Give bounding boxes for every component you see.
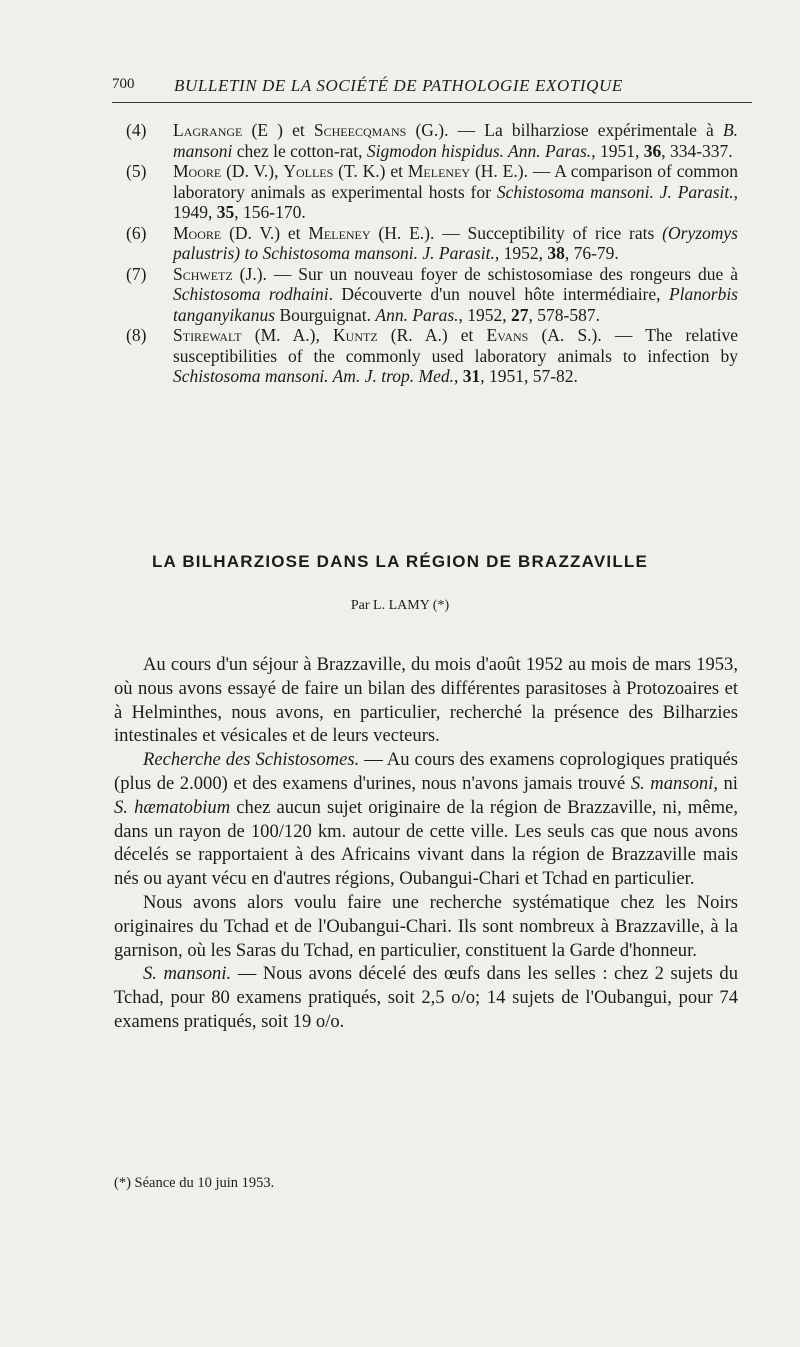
text-run: (R. A.) et: [377, 325, 487, 345]
text-run: — Nous avons décelé des œufs dans les selles : chez 2 sujets du Tchad, pour 80 examens pratiqués, soit 2,5 o/o; 14 sujets de l'Oubangui, pour 74 examens pratiqués, soit 19 o/o.: [114, 963, 739, 1032]
text-run: Kuntz: [333, 325, 378, 345]
reference-item: [126, 223, 738, 264]
reference-list: [126, 120, 738, 387]
reference-item: [126, 264, 738, 326]
text-run: , 578-587.: [528, 304, 600, 325]
text-run: , 334-337.: [661, 140, 733, 161]
text-run: Bourguignat.: [275, 304, 376, 325]
running-title: BULLETIN DE LA SOCIÉTÉ DE PATHOLOGIE EXOTIQUE: [174, 76, 623, 95]
text-run: , 76-79.: [564, 243, 619, 263]
text-run: 31: [462, 366, 481, 386]
text-run: (H. E.). — A comparison of common laboratory animals as experimental hosts for: [173, 161, 738, 202]
text-run: (G.). — La bilharziose expérimentale à: [406, 120, 723, 140]
text-run: 35: [216, 202, 235, 222]
page-number: 700: [112, 76, 135, 92]
text-run: (M. A.),: [241, 325, 334, 345]
reference-item: [126, 120, 738, 161]
reference-number: (6): [126, 222, 147, 243]
text-run: (J.). — Sur un nouveau foyer de schistosomiase des rongeurs due à: [232, 263, 738, 284]
text-run: Moore: [173, 161, 222, 181]
reference-number: (8): [126, 325, 147, 345]
text-run: S. hæmatobium: [114, 796, 231, 818]
text-run: Scheecqmans: [313, 120, 407, 140]
text-run: 36: [643, 140, 662, 161]
text-run: , ni: [713, 772, 738, 794]
text-run: , 156-170.: [234, 202, 306, 222]
article-title: LA BILHARZIOSE DANS LA RÉGION DE BRAZZAVILLE: [151, 552, 649, 571]
reference-number: (4): [126, 120, 147, 140]
article-body: [114, 653, 738, 1034]
text-run: S. mansoni: [630, 772, 714, 794]
text-run: Stirewalt: [173, 325, 242, 345]
text-run: (D. V.) et: [221, 222, 309, 243]
text-run: ,: [453, 366, 463, 386]
text-run: Moore: [173, 222, 222, 243]
text-run: 38: [547, 243, 565, 263]
body-paragraph: [114, 748, 738, 891]
text-run: Schwetz: [173, 263, 233, 284]
text-run: B. mansoni: [173, 120, 739, 161]
text-run: Lagrange: [173, 120, 243, 140]
body-paragraph: [114, 962, 738, 1033]
text-run: Evans: [486, 325, 529, 345]
reference-number: (7): [126, 263, 147, 284]
body-paragraph: [114, 891, 738, 962]
footnote: (*) Séance du 10 juin 1953.: [114, 1175, 275, 1191]
text-run: , 1952,: [494, 243, 548, 263]
text-run: (E ) et: [242, 120, 314, 140]
text-run: Schistosoma rodhaini: [173, 284, 329, 304]
text-run: (A. S.). — The relative susceptibilities of the commonly used laboratory animals to infection by: [173, 325, 738, 366]
text-run: 27: [511, 304, 529, 325]
text-run: Meleney: [407, 161, 471, 181]
page-header: [112, 76, 752, 103]
text-run: , 1949,: [173, 181, 738, 222]
text-run: (D. V.),: [221, 161, 284, 181]
text-run: chez aucun sujet originaire de la région de Brazzaville, ni, même, dans un rayon de 100/120 km. autour de cette ville. Les seuls cas que nous avons décelés se rapportaient à des Africains vivant dans la région de Brazzaville mais nés ou ayant vécu en d'autres régions, Oubangui-Chari et Tchad en particulier.: [114, 796, 738, 890]
text-run: Schistosoma mansoni. J. Parasit.: [496, 181, 734, 202]
body-paragraph: [114, 653, 738, 748]
reference-item: [126, 161, 738, 223]
text-run: Recherche des Schistosomes.: [143, 749, 360, 771]
reference-number: (5): [126, 161, 147, 181]
reference-item: [126, 325, 738, 387]
text-run: (H. E.). — Succeptibility of rice rats: [370, 222, 663, 243]
text-run: chez le cotton-rat,: [232, 140, 367, 161]
text-run: (T. K.) et: [333, 161, 408, 181]
text-run: , 1951,: [591, 140, 644, 161]
text-run: — Au cours des examens coprologiques pratiqués (plus de 2.000) et des examens d'urines, nous n'avons jamais trouvé: [114, 749, 738, 794]
text-run: (Oryzomys palustris) to Schistosoma mansoni. J. Parasit.: [173, 222, 738, 263]
text-run: Meleney: [308, 222, 371, 243]
article-author: Par L. LAMY (*): [350, 598, 450, 613]
text-run: . Découverte d'un nouvel hôte intermédiaire,: [328, 284, 669, 304]
text-run: Nous avons alors voulu faire une recherche systématique chez les Noirs originaires du Tchad et de l'Oubangui-Chari. Ils sont nombreux à Brazzaville, à la garnison, où les Saras du Tchad, en particulier, constituent la Garde d'honneur.: [114, 891, 738, 961]
text-run: S. mansoni.: [143, 963, 232, 985]
text-run: Au cours d'un séjour à Brazzaville, du mois d'août 1952 au mois de mars 1953, où nous avons essayé de faire un bilan des différentes parasitoses à Protozoaires et à Helminthes, nous avons, en particulier, recherché la présence des Bilharzies intestinales et vésicales et de leurs vecteurs.: [114, 654, 738, 747]
text-run: Planorbis tanganyikanus: [173, 284, 738, 325]
text-run: , 1951, 57-82.: [480, 366, 578, 386]
text-run: Yolles: [283, 161, 334, 181]
text-run: Sigmodon hispidus. Ann. Paras.: [366, 140, 592, 161]
text-run: Ann. Paras.: [375, 304, 459, 325]
text-run: , 1952,: [458, 304, 512, 325]
text-run: Schistosoma mansoni. Am. J. trop. Med.: [173, 366, 454, 386]
